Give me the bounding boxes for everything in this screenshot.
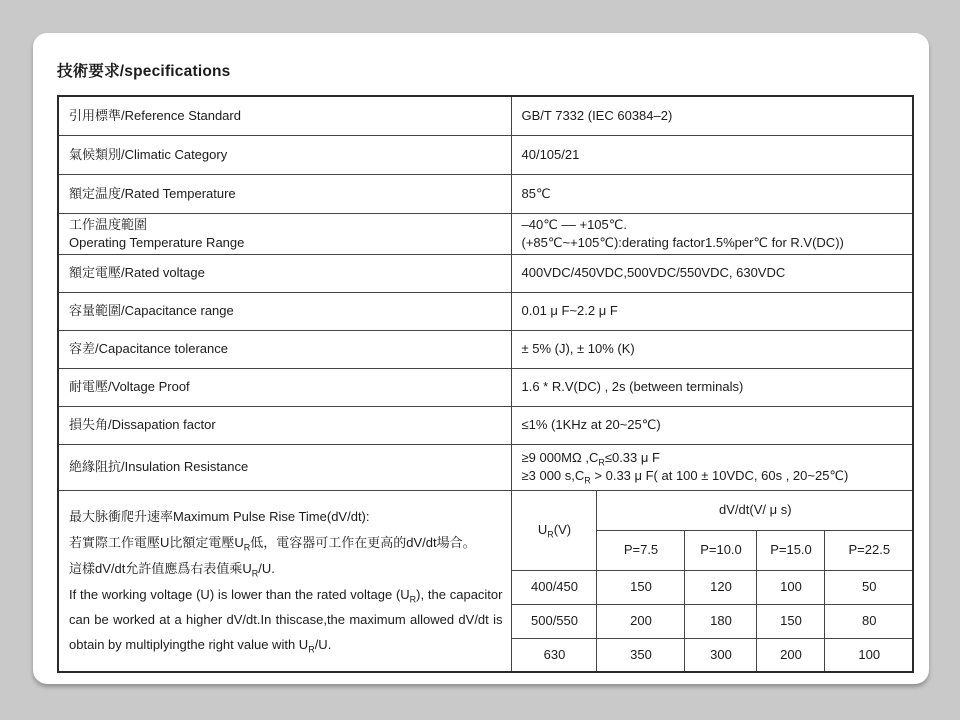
spec-label-capacitance-range: 容量範圍/Capacitance range — [58, 292, 511, 330]
spec-label-capacitance-tolerance: 容差/Capacitance tolerance — [58, 330, 511, 368]
spec-label-voltage-proof: 耐電壓/Voltage Proof — [58, 368, 511, 406]
spec-label-climatic-category: 氣候類別/Climatic Category — [58, 135, 511, 174]
pulse-table-corner-header: $U_R(V)$ — [511, 490, 596, 570]
table-row — [58, 213, 913, 254]
spec-value-capacitance-tolerance: ± 5% (J), ± 10% (K) — [511, 330, 913, 368]
pulse-value: 50 — [824, 570, 913, 604]
pulse-value: 100 — [756, 570, 824, 604]
pulse-value: 350 — [596, 638, 684, 672]
document-panel — [33, 33, 929, 684]
pulse-ur-500-550: 500/550 — [511, 604, 596, 638]
pulse-value: 150 — [596, 570, 684, 604]
pulse-rise-en-text: If the working voltage (U) is lower than the rated voltage $(U_R)$, the capacitor can be worked at a higher dV/dt.In thiscase,the maximum allowed dV/dt is obtain by multiplyingthe right value with $U_R/U$. — [69, 587, 503, 655]
spec-label-operating-temperature-range: 工作温度範圍 Operating Temperature Range — [58, 213, 511, 254]
table-row — [58, 96, 913, 135]
table-row — [58, 368, 913, 406]
spec-value-climatic-category: 40/105/21 — [511, 135, 913, 174]
pulse-value: 200 — [756, 638, 824, 672]
pulse-table-span-header: dV/dt(V/ μ s) — [596, 490, 913, 530]
pulse-ur-400-450: 400/450 — [511, 570, 596, 604]
table-row — [58, 330, 913, 368]
pulse-rise-description-cell — [58, 490, 511, 672]
pulse-value: 150 — [756, 604, 824, 638]
pulse-value: 180 — [684, 604, 756, 638]
pulse-col-header-p10: P=10.0 — [684, 530, 756, 570]
pulse-value: 300 — [684, 638, 756, 672]
spec-value-voltage-proof: 1.6 * R.V(DC) , 2s (between terminals) — [511, 368, 913, 406]
spec-value-insulation-resistance: ≥9 000MΩ $,C_R\le 0.33$ μ F ≥3 000 $s,C_R > 0.33$ μ F( at 100 ± 10VDC, 60s , 20~25℃) — [511, 444, 913, 490]
spec-value-rated-temperature: 85℃ — [511, 174, 913, 213]
spec-label-dissipation-factor: 損失角/Dissapation factor — [58, 406, 511, 444]
table-row — [58, 292, 913, 330]
table-row — [58, 254, 913, 292]
spec-value-reference-standard: GB/T 7332 (IEC 60384–2) — [511, 96, 913, 135]
pulse-col-header-p7-5: P=7.5 — [596, 530, 684, 570]
table-row — [58, 174, 913, 213]
pulse-value: 120 — [684, 570, 756, 604]
pulse-col-header-p15: P=15.0 — [756, 530, 824, 570]
pulse-value: 100 — [824, 638, 913, 672]
spec-value-dissipation-factor: ≤1% (1KHz at 20~25℃) — [511, 406, 913, 444]
table-row — [58, 135, 913, 174]
spec-label-rated-voltage: 額定電壓/Rated voltage — [58, 254, 511, 292]
spec-value-rated-voltage: 400VDC/450VDC,500VDC/550VDC, 630VDC — [511, 254, 913, 292]
spec-label-insulation-resistance: 絶緣阻抗/Insulation Resistance — [58, 444, 511, 490]
table-row — [58, 406, 913, 444]
pulse-rise-cn-line: 若實際工作電壓U比額定電壓$U_R$低，電容器可工作在更高的dV/dt場合。 — [69, 535, 476, 553]
spec-label-reference-standard: 引用標準/Reference Standard — [58, 96, 511, 135]
table-row — [58, 490, 913, 530]
pulse-ur-630: 630 — [511, 638, 596, 672]
pulse-col-header-p22-5: P=22.5 — [824, 530, 913, 570]
pulse-rise-title: 最大脉衝爬升速率Maximum Pulse Rise Time(dV/dt): — [69, 509, 370, 525]
spec-value-operating-temperature-range: –40℃ –– +105℃. (+85℃~+105℃):derating factor1.5%per℃ for R.V(DC)) — [511, 213, 913, 254]
pulse-rise-cn-line: 這樣dV/dt允許值應爲右表值乘$U_R/U$. — [69, 561, 275, 579]
pulse-value: 200 — [596, 604, 684, 638]
table-row — [58, 444, 913, 490]
spec-label-rated-temperature: 額定温度/Rated Temperature — [58, 174, 511, 213]
page-title: 技術要求/specifications — [57, 63, 231, 80]
pulse-value: 80 — [824, 604, 913, 638]
specifications-table — [57, 95, 914, 673]
spec-value-capacitance-range: 0.01 μ F~2.2 μ F — [511, 292, 913, 330]
